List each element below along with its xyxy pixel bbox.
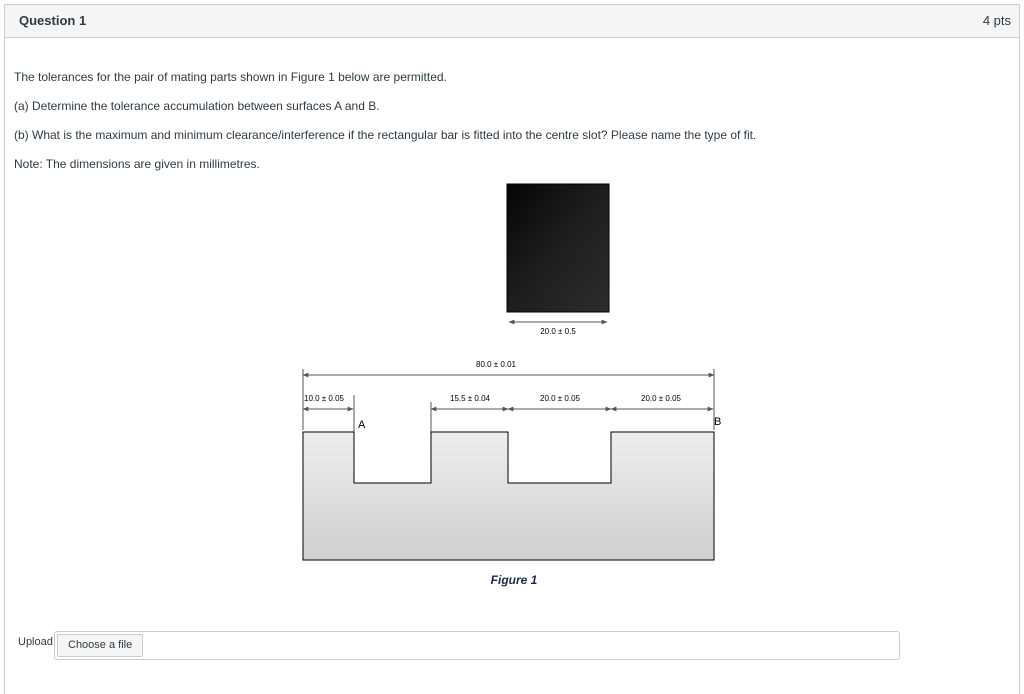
overall-width-dimension: 80.0 ± 0.01 [476, 360, 516, 369]
question-title: Question 1 [19, 13, 87, 28]
surface-b-label: B [714, 416, 722, 428]
question-part-b-text: (b) What is the maximum and minimum clearance/interference if the rectangular bar is fitted into the centre slot? Please name the type of fit. [14, 128, 757, 142]
upload-label: Upload [18, 636, 53, 648]
segment-dimension-3: 20.0 ± 0.05 [540, 394, 580, 403]
figure-caption: Figure 1 [490, 573, 538, 587]
rectangular-bar [507, 184, 609, 312]
choose-file-button[interactable]: Choose a file [57, 634, 143, 657]
segment-dimension-1: 10.0 ± 0.05 [304, 394, 344, 403]
segment-dimension-4: 20.0 ± 0.05 [641, 394, 681, 403]
surface-a-label: A [358, 419, 366, 431]
question-points: 4 pts [982, 13, 1011, 28]
question-part-a-text: (a) Determine the tolerance accumulation between surfaces A and B. [14, 99, 380, 113]
bar-width-dimension: 20.0 ± 0.5 [540, 327, 576, 336]
segment-dimension-2: 15.5 ± 0.04 [450, 394, 490, 403]
question-note-text: Note: The dimensions are given in millimetres. [14, 157, 260, 171]
slotted-part [303, 432, 714, 560]
question-intro-text: The tolerances for the pair of mating parts shown in Figure 1 below are permitted. [14, 70, 447, 84]
file-upload-field[interactable] [54, 631, 900, 660]
